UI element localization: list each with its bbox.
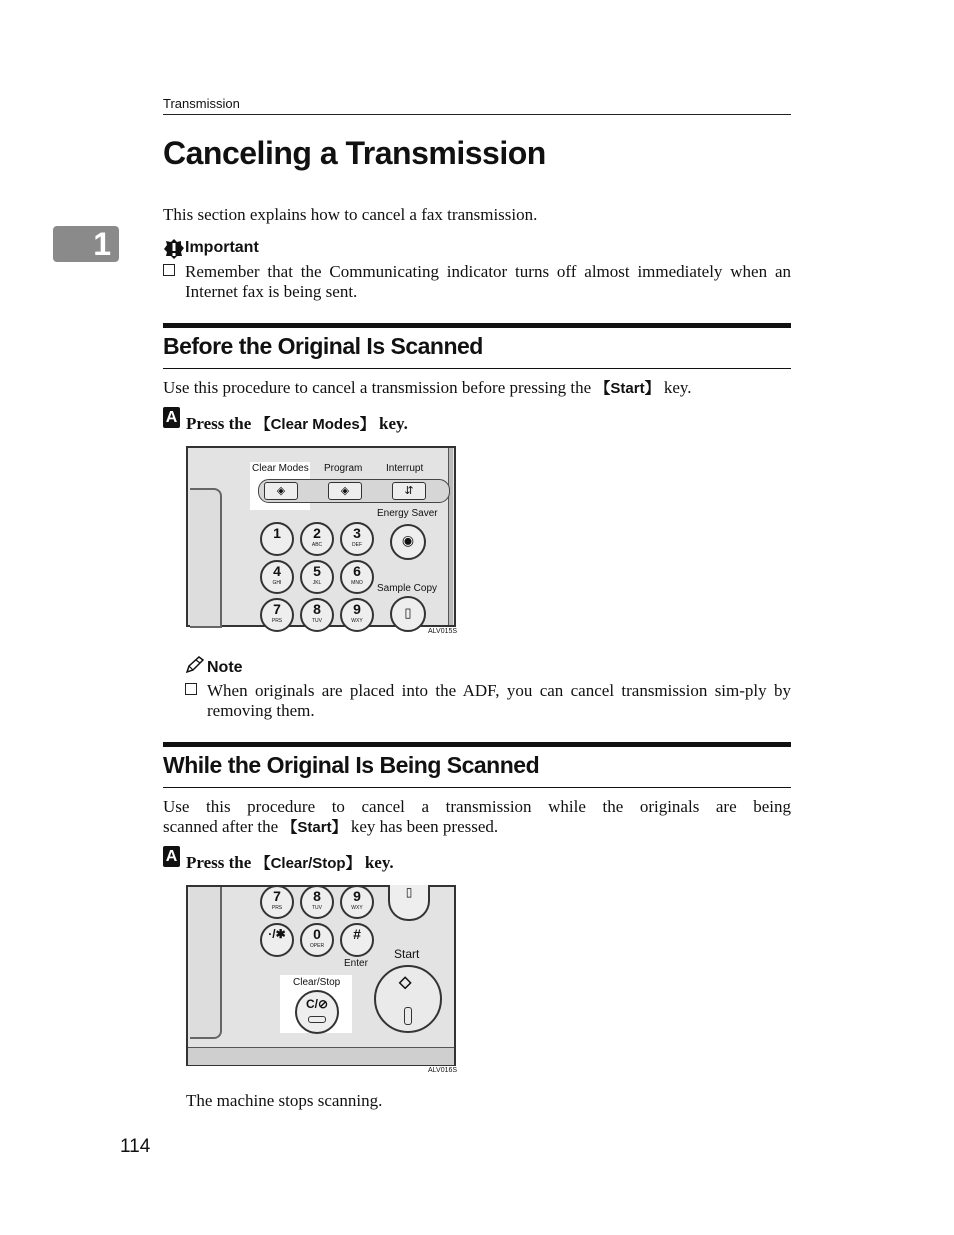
- result-text: The machine stops scanning.: [186, 1091, 383, 1110]
- display-panel-edge: [190, 488, 222, 628]
- section2-intro-line1: Use this procedure to cancel a transmission while the originals are being: [163, 797, 791, 816]
- note-item: When originals are placed into the ADF, you can cancel transmission sim-ply by removing them.: [185, 681, 791, 723]
- page-number: 114: [120, 1136, 151, 1157]
- running-header: Transmission: [163, 96, 240, 111]
- key-7[interactable]: 7 PRS: [260, 598, 294, 632]
- display-panel-edge: [190, 887, 222, 1039]
- clear-stop-button[interactable]: [295, 990, 339, 1034]
- clear-stop-indicator: [308, 1016, 326, 1023]
- key-5[interactable]: 5 JKL: [300, 560, 334, 594]
- key-2[interactable]: 2 ABC: [300, 522, 334, 556]
- section-heading-while: While the Original Is Being Scanned: [163, 752, 540, 778]
- key-3[interactable]: 3 DEF: [340, 522, 374, 556]
- clear-stop-key-ref: 【Clear/Stop】: [255, 855, 361, 872]
- figure-code-1: ALV015S: [428, 628, 458, 635]
- page-title: Canceling a Transmission: [163, 135, 546, 171]
- start-key-ref: 【Start】: [595, 380, 660, 397]
- start-key-ref-2: 【Start】: [282, 819, 347, 836]
- section-rule-bottom-2: [163, 787, 791, 788]
- key-9[interactable]: 9 WXY: [340, 885, 374, 919]
- key-8[interactable]: 8 TUV: [300, 598, 334, 632]
- checkbox-icon: [163, 264, 175, 276]
- sample-copy-button[interactable]: ▯: [390, 596, 426, 632]
- step-number-icon: A: [163, 407, 180, 428]
- clear-modes-key-ref: 【Clear Modes】: [255, 416, 375, 433]
- start-button[interactable]: [374, 965, 442, 1033]
- important-icon: [163, 238, 185, 265]
- clear-modes-label: Clear Modes: [252, 463, 309, 474]
- enter-label: Enter: [344, 958, 368, 969]
- note-label: Note: [207, 659, 243, 676]
- control-panel-figure-1: [186, 446, 456, 627]
- section1-intro: Use this procedure to cancel a transmission before pressing the 【Start】 key.: [163, 378, 692, 397]
- step-number-icon-2: A: [163, 846, 180, 867]
- section-rule-top: [163, 323, 791, 328]
- step-instruction: Press the 【Clear Modes】 key.: [186, 414, 408, 433]
- program-label: Program: [324, 463, 363, 474]
- keypad-2: [260, 885, 372, 955]
- key-1[interactable]: 1: [260, 522, 294, 556]
- key-9[interactable]: 9 WXY: [340, 598, 374, 632]
- key-6[interactable]: 6 MNO: [340, 560, 374, 594]
- figure-code-2: ALV016S: [428, 1067, 458, 1074]
- control-panel-figure-2: [186, 885, 456, 1066]
- chapter-tab: [53, 226, 119, 262]
- intro-text: This section explains how to cancel a fax transmission.: [163, 205, 538, 224]
- clear-stop-label: Clear/Stop: [293, 977, 341, 988]
- section-rule-bottom: [163, 368, 791, 369]
- energy-saver-label: Energy Saver: [377, 508, 438, 519]
- clear-stop-symbol: C/⊘: [305, 997, 329, 1011]
- start-indicator: [404, 1007, 412, 1025]
- key-star[interactable]: ·/✱: [260, 923, 294, 957]
- sample-copy-label: Sample Copy: [377, 583, 438, 594]
- start-diamond-icon: ◇: [399, 974, 412, 991]
- clear-modes-button[interactable]: ◈: [264, 482, 298, 500]
- panel-bottom-edge: [188, 1047, 454, 1065]
- section2-intro-line2: scanned after the 【Start】 key has been pressed.: [163, 817, 499, 836]
- panel-edge: [448, 448, 453, 625]
- key-7[interactable]: 7 PRS: [260, 885, 294, 919]
- sample-copy-button[interactable]: ▯: [388, 885, 430, 921]
- chapter-number: 1: [93, 226, 111, 262]
- key-0[interactable]: 0 OPER: [300, 923, 334, 957]
- key-4[interactable]: 4 GHI: [260, 560, 294, 594]
- section-heading-before: Before the Original Is Scanned: [163, 333, 483, 359]
- note-pencil-icon: [185, 656, 205, 679]
- program-button[interactable]: ◈: [328, 482, 362, 500]
- important-item: Remember that the Communicating indicator turns off almost immediately when an Internet fax is being sent.: [163, 262, 791, 304]
- interrupt-label: Interrupt: [386, 463, 424, 474]
- section-rule-top-2: [163, 742, 791, 747]
- key-hash[interactable]: #: [340, 923, 374, 957]
- checkbox-icon: [185, 683, 197, 695]
- interrupt-button[interactable]: ⇵: [392, 482, 426, 500]
- key-8[interactable]: 8 TUV: [300, 885, 334, 919]
- keypad: [260, 522, 372, 625]
- important-label: Important: [185, 239, 259, 256]
- start-label: Start: [394, 947, 420, 961]
- energy-saver-button[interactable]: ◉: [390, 524, 426, 560]
- step-instruction-2: Press the 【Clear/Stop】 key.: [186, 853, 394, 872]
- header-rule: [163, 114, 791, 115]
